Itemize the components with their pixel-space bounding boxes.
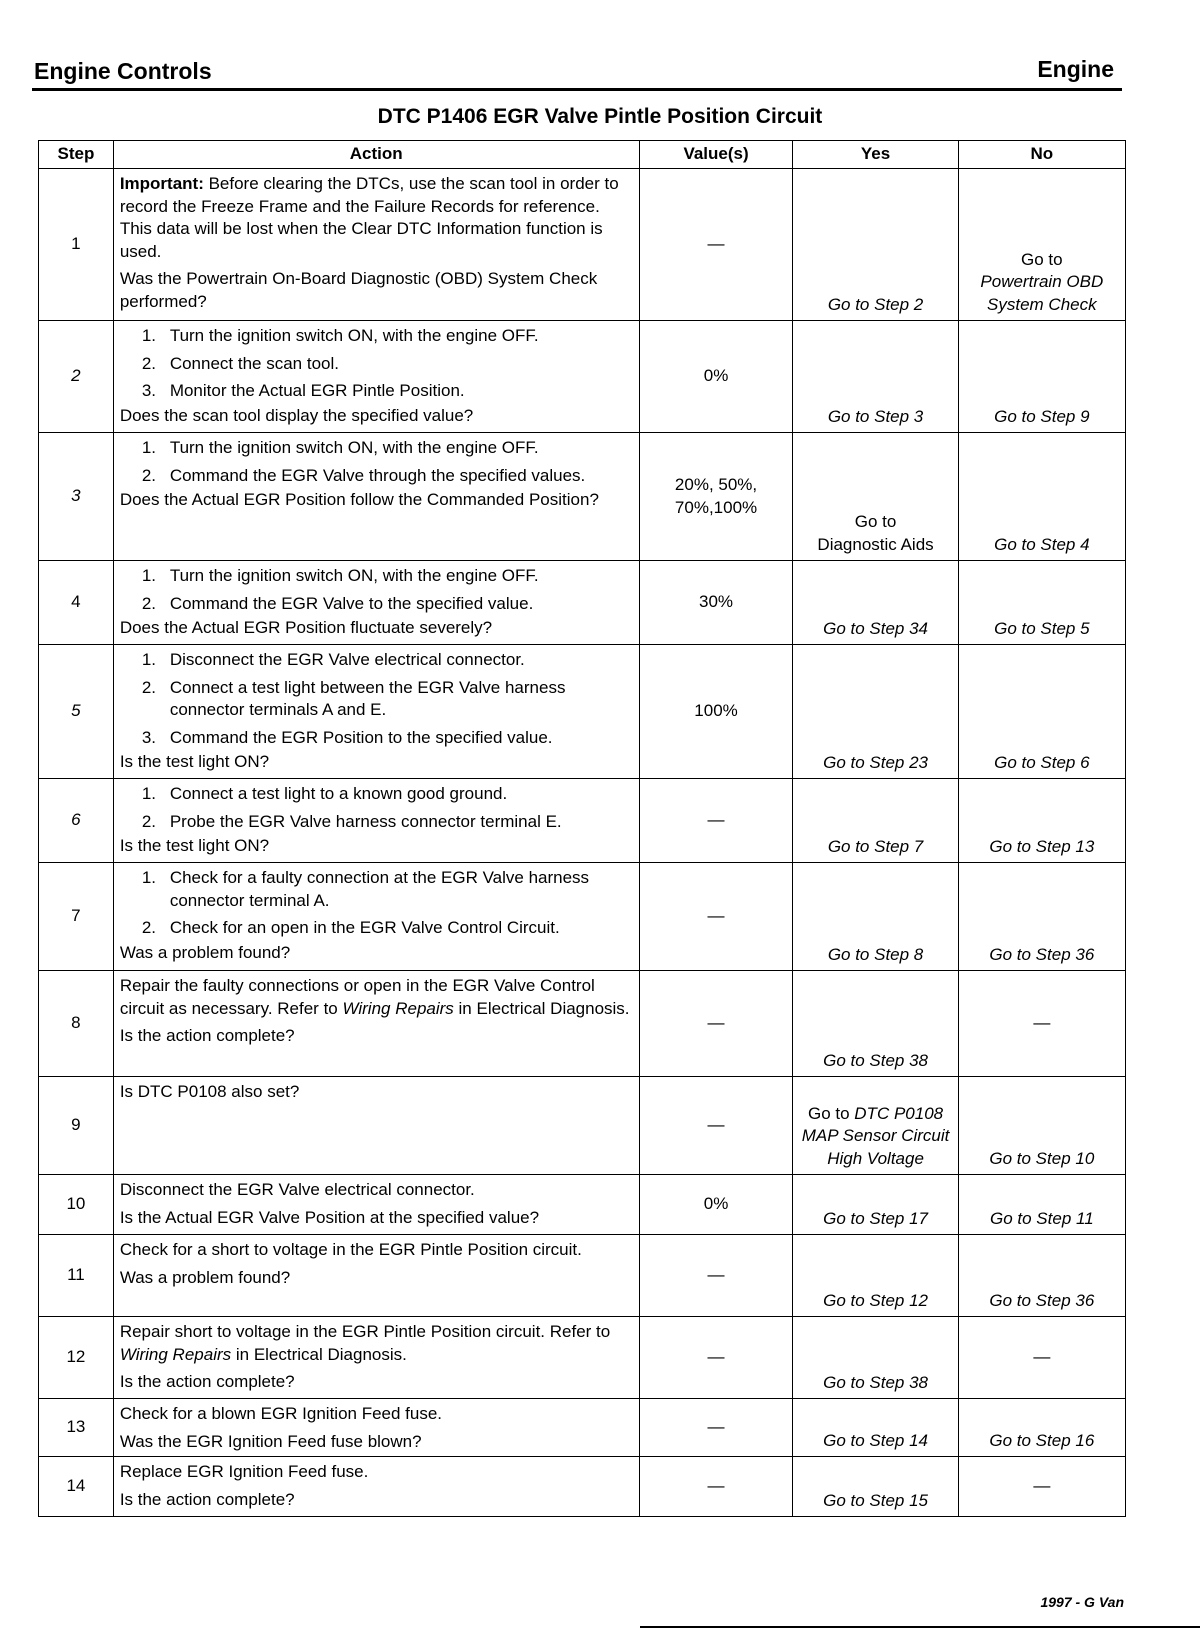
action-cell <box>113 1399 639 1457</box>
yes-cell <box>793 971 958 1077</box>
action-question: Was a problem found? <box>119 1267 291 1287</box>
list-item: 3. Monitor the Actual EGR Pintle Position. <box>141 381 465 400</box>
list-item: 2. Connect a test light between the EGR Valve harness connector terminals A and E. <box>141 677 566 719</box>
diagnostic-table <box>38 140 1126 1517</box>
no-link[interactable]: Go to Step 13 <box>989 836 1095 856</box>
yes-cell <box>793 645 958 779</box>
table-row-step-3 <box>39 433 1126 561</box>
yes-link[interactable]: Go to Step 3 <box>827 406 924 426</box>
table-row-step-14 <box>39 1457 1126 1517</box>
step-number: 2 <box>39 321 114 433</box>
value-line: 20%, 50%, <box>674 475 758 494</box>
yes-prefix: Go to <box>807 1103 855 1123</box>
no-cell <box>958 321 1125 433</box>
no-prefix: Go to <box>1021 249 1063 269</box>
yes-link[interactable]: DTC P0108 MAP Sensor Circuit High Voltage <box>801 1103 950 1168</box>
table-row-step-6 <box>39 779 1126 863</box>
no-cell <box>958 1077 1125 1175</box>
value-cell: — <box>639 779 793 863</box>
yes-link[interactable]: Go to Step 38 <box>823 1050 928 1070</box>
value-cell: — <box>639 1317 793 1399</box>
no-cell <box>958 1175 1125 1235</box>
no-cell <box>958 1399 1125 1457</box>
step-number: 12 <box>39 1317 114 1399</box>
table-row-step-4 <box>39 561 1126 645</box>
no-link[interactable]: Powertrain OBD System Check <box>980 272 1104 314</box>
col-header-no: No <box>958 141 1125 169</box>
step-number: 13 <box>39 1399 114 1457</box>
action-cell <box>113 433 639 561</box>
step-number: 5 <box>39 645 114 779</box>
value-cell: 100% <box>639 645 793 779</box>
no-cell: — <box>958 1457 1125 1517</box>
yes-cell <box>793 1317 958 1399</box>
action-text: Repair short to voltage in the EGR Pintle Position circuit. Refer to Wiring Repairs in Electrical Diagnosis. <box>119 1322 611 1364</box>
no-cell <box>958 1235 1125 1317</box>
yes-cell <box>793 1399 958 1457</box>
no-link[interactable]: Go to Step 9 <box>994 406 1090 426</box>
action-cell <box>113 1077 639 1175</box>
value-cell <box>639 433 793 561</box>
value-cell: — <box>639 1457 793 1517</box>
list-item: 2. Connect the scan tool. <box>141 353 339 373</box>
table-row-step-10 <box>39 1175 1126 1235</box>
yes-cell <box>793 779 958 863</box>
action-text: Replace EGR Ignition Feed fuse. <box>119 1462 369 1481</box>
action-text: Check for a blown EGR Ignition Feed fuse. <box>119 1404 443 1423</box>
yes-cell <box>793 1175 958 1235</box>
table-row-step-11 <box>39 1235 1126 1317</box>
yes-link[interactable]: Go to Step 14 <box>823 1430 928 1450</box>
action-steps <box>120 437 633 487</box>
step-number: 10 <box>39 1175 114 1235</box>
wiring-repairs-ref[interactable]: Wiring Repairs <box>342 998 454 1018</box>
header-rule <box>32 88 1122 91</box>
action-question: Is the test light ON? <box>119 752 270 771</box>
yes-cell <box>793 433 958 561</box>
no-link[interactable]: Go to Step 11 <box>990 1208 1094 1228</box>
action-cell <box>113 779 639 863</box>
table-row-step-5 <box>39 645 1126 779</box>
yes-cell <box>793 1235 958 1317</box>
action-question: Is the action complete? <box>119 1026 295 1045</box>
step-number: 3 <box>39 433 114 561</box>
action-text: Disconnect the EGR Valve electrical connector. <box>119 1180 475 1199</box>
list-item: 2. Command the EGR Valve through the specified values. <box>141 465 586 485</box>
action-cell <box>113 561 639 645</box>
list-item: 2. Check for an open in the EGR Valve Control Circuit. <box>141 918 560 937</box>
action-steps <box>120 867 633 940</box>
col-header-yes: Yes <box>793 141 958 169</box>
important-label: Important: <box>119 174 204 193</box>
step-number: 9 <box>39 1077 114 1175</box>
step-number: 1 <box>39 169 114 321</box>
action-cell <box>113 645 639 779</box>
list-item: 1. Disconnect the EGR Valve electrical connector. <box>141 650 525 669</box>
value-line: 70%,100% <box>674 497 758 517</box>
yes-link[interactable]: Go to Step 23 <box>823 752 928 772</box>
step-number: 14 <box>39 1457 114 1517</box>
yes-link[interactable]: Go to Step 17 <box>823 1208 928 1228</box>
important-note <box>120 173 633 263</box>
list-item: 3. Command the EGR Position to the specified value. <box>141 727 553 747</box>
action-question: Is the test light ON? <box>119 836 270 855</box>
action-question: Does the Actual EGR Position fluctuate severely? <box>119 618 493 637</box>
no-cell <box>958 169 1125 321</box>
no-cell: — <box>958 971 1125 1077</box>
action-question: Does the Actual EGR Position follow the Commanded Position? <box>119 490 599 509</box>
step-number: 6 <box>39 779 114 863</box>
action-question: Does the scan tool display the specified value? <box>119 405 474 425</box>
value-cell: 0% <box>639 321 793 433</box>
action-question: Was a problem found? <box>119 942 291 962</box>
table-row-step-9 <box>39 1077 1126 1175</box>
table-row-step-2 <box>39 321 1126 433</box>
action-steps <box>120 565 633 615</box>
yes-cell <box>793 561 958 645</box>
no-cell: — <box>958 1317 1125 1399</box>
col-header-step: Step <box>39 141 114 169</box>
action-text: Check for a short to voltage in the EGR Pintle Position circuit. <box>119 1240 582 1259</box>
table-row-step-13 <box>39 1399 1126 1457</box>
table-row-step-8 <box>39 971 1126 1077</box>
no-cell <box>958 645 1125 779</box>
action-steps <box>120 325 633 403</box>
yes-cell <box>793 863 958 971</box>
footer-rule <box>640 1626 1200 1628</box>
action-cell <box>113 1235 639 1317</box>
wiring-repairs-ref[interactable]: Wiring Repairs <box>119 1344 232 1364</box>
col-header-action: Action <box>113 141 639 169</box>
value-cell: 0% <box>639 1175 793 1235</box>
step-number: 7 <box>39 863 114 971</box>
action-question: Was the Powertrain On-Board Diagnostic (OBD) System Check performed? <box>119 269 598 311</box>
no-link[interactable]: Go to Step 36 <box>989 944 1095 964</box>
no-link[interactable]: Go to Step 5 <box>994 618 1090 638</box>
page-footer: 1997 - G Van <box>1040 1594 1124 1610</box>
action-text: Repair the faulty connections or open in the EGR Valve Control circuit as necessary. Refer to Wiring Repairs in Electrical Diagnosis. <box>119 976 630 1018</box>
no-cell <box>958 863 1125 971</box>
step-number: 8 <box>39 971 114 1077</box>
yes-cell <box>793 169 958 321</box>
action-cell <box>113 1175 639 1235</box>
no-link[interactable]: Go to Step 16 <box>989 1430 1095 1450</box>
list-item: 1. Check for a faulty connection at the EGR Valve harness connector terminal A. <box>141 868 590 910</box>
list-item: 1. Turn the ignition switch ON, with the engine OFF. <box>141 438 539 457</box>
action-cell <box>113 1317 639 1399</box>
value-cell: — <box>639 1235 793 1317</box>
yes-link[interactable]: Go to Step 8 <box>827 944 924 964</box>
yes-link[interactable]: Go to Step 2 <box>827 294 924 314</box>
list-item: 1. Turn the ignition switch ON, with the engine OFF. <box>141 326 539 345</box>
yes-prefix: Go to <box>854 512 897 531</box>
value-cell: — <box>639 1399 793 1457</box>
action-question: Is the Actual EGR Valve Position at the specified value? <box>119 1207 540 1227</box>
value-cell: — <box>639 863 793 971</box>
yes-cell <box>793 1077 958 1175</box>
important-text: Before clearing the DTCs, use the scan tool in order to record the Freeze Frame and the Failure Records for reference. This data will be lost when the Clear DTC Information function is used. <box>119 174 619 261</box>
yes-link[interactable]: Diagnostic Aids <box>817 534 934 554</box>
action-steps <box>120 649 633 749</box>
action-question: Is the action complete? <box>119 1372 295 1391</box>
no-cell <box>958 433 1125 561</box>
table-row-step-12 <box>39 1317 1126 1399</box>
no-link[interactable]: Go to Step 6 <box>994 752 1090 772</box>
yes-link[interactable]: Go to Step 7 <box>827 836 924 856</box>
action-cell <box>113 971 639 1077</box>
list-item: 2. Command the EGR Valve to the specified value. <box>141 593 534 613</box>
action-question: Is DTC P0108 also set? <box>119 1082 300 1101</box>
no-cell <box>958 779 1125 863</box>
list-item: 2. Probe the EGR Valve harness connector terminal E. <box>141 811 562 831</box>
value-cell: — <box>639 1077 793 1175</box>
yes-link[interactable]: Go to Step 34 <box>823 618 928 638</box>
action-question: Was the EGR Ignition Feed fuse blown? <box>119 1431 422 1451</box>
list-item: 1. Turn the ignition switch ON, with the engine OFF. <box>141 566 539 585</box>
yes-cell <box>793 1457 958 1517</box>
table-row-step-7 <box>39 863 1126 971</box>
step-number: 4 <box>39 561 114 645</box>
table-header-row <box>39 141 1126 169</box>
action-cell <box>113 169 639 321</box>
no-cell <box>958 561 1125 645</box>
action-question: Is the action complete? <box>119 1489 295 1509</box>
action-cell <box>113 1457 639 1517</box>
yes-link[interactable]: Go to Step 15 <box>823 1490 928 1510</box>
action-steps <box>120 783 633 833</box>
no-link[interactable]: Go to Step 4 <box>994 534 1090 554</box>
yes-link[interactable]: Go to Step 12 <box>823 1290 928 1310</box>
yes-cell <box>793 321 958 433</box>
list-item: 1. Connect a test light to a known good ground. <box>141 784 508 803</box>
value-cell: — <box>639 971 793 1077</box>
no-link[interactable]: Go to Step 36 <box>989 1290 1095 1310</box>
no-link[interactable]: Go to Step 10 <box>989 1148 1095 1168</box>
value-cell: 30% <box>639 561 793 645</box>
value-cell: — <box>639 169 793 321</box>
step-number: 11 <box>39 1235 114 1317</box>
section-category: Engine <box>1037 56 1114 82</box>
section-title: Engine Controls <box>34 58 212 84</box>
yes-link[interactable]: Go to Step 38 <box>823 1372 928 1392</box>
table-row-step-1 <box>39 169 1126 321</box>
page-title: DTC P1406 EGR Valve Pintle Position Circuit <box>377 105 823 128</box>
col-header-values: Value(s) <box>639 141 793 169</box>
action-cell <box>113 321 639 433</box>
action-cell <box>113 863 639 971</box>
